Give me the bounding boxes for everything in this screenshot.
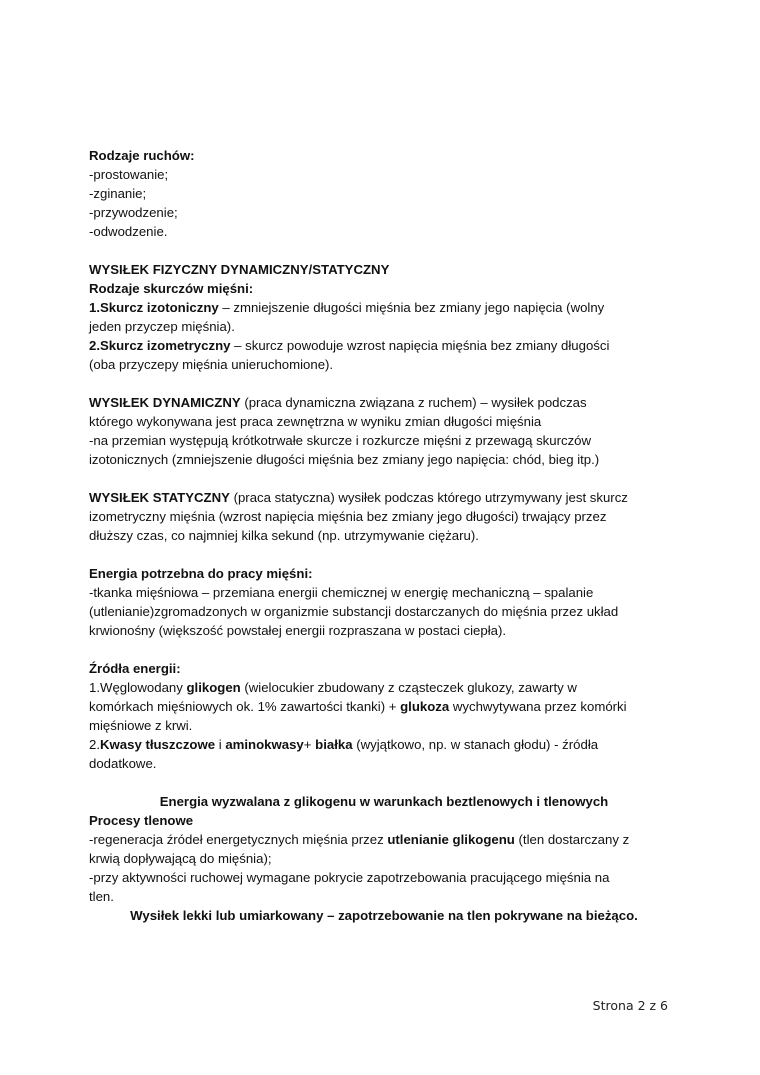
section-title-movements: Rodzaje ruchów: bbox=[89, 148, 195, 163]
subheading-aerobic: Procesy tlenowe bbox=[89, 813, 194, 828]
section-title-energy: Energia potrzebna do pracy mięśni: bbox=[89, 566, 313, 581]
paragraph-aerobic-line: tlen. bbox=[89, 889, 114, 904]
centered-title-glycogen: Energia wyzwalana z glikogenu w warunkach beztlenowych i tlenowych bbox=[159, 794, 609, 809]
section-title-sources: Źródła energii: bbox=[89, 661, 181, 676]
paragraph-aerobic-line: -regeneracja źródeł energetycznych mięśnia przez utlenianie glikogenu (tlen dostarczany z bbox=[89, 832, 630, 847]
paragraph-isotonic: 1.Skurcz izotoniczny – zmniejszenie długości mięśnia bez zmiany jego napięcia (wolny bbox=[89, 300, 605, 315]
document-body bbox=[89, 146, 679, 925]
paragraph-energy-line: (utlenianie)zgromadzonych w organizmie substancji dostarczanych do mięśnia przez układ bbox=[89, 604, 619, 619]
paragraph-aerobic-line: -przy aktywności ruchowej wymagane pokrycie zapotrzebowania pracującego mięśnia na bbox=[89, 870, 610, 885]
list-item: -zginanie; bbox=[89, 186, 147, 201]
paragraph-sources-line: komórkach mięśniowych ok. 1% zawartości tkanki) + glukoza wychwytywana przez komórki bbox=[89, 699, 627, 714]
paragraph-dynamic-line: -na przemian występują krótkotrwałe skurcze i rozkurcze mięśni z przewagą skurczów bbox=[89, 433, 592, 448]
paragraph-dynamic-line: izotonicznych (zmniejszenie długości mięśnia bez zmiany jego napięcia: chód, bieg itp.) bbox=[89, 452, 600, 467]
paragraph-static-line: dłuższy czas, co najmniej kilka sekund (np. utrzymywanie ciężaru). bbox=[89, 528, 479, 543]
list-item: -prostowanie; bbox=[89, 167, 169, 182]
paragraph-static: WYSIŁEK STATYCZNY (praca statyczna) wysiłek podczas którego utrzymywany jest skurcz bbox=[89, 490, 628, 505]
paragraph-sources-line: 2.Kwasy tłuszczowe i aminokwasy+ białka (wyjątkowo, np. w stanach głodu) - źródła bbox=[89, 737, 599, 752]
paragraph-sources-line: mięśniowe z krwi. bbox=[89, 718, 193, 733]
list-item: -przywodzenie; bbox=[89, 205, 178, 220]
paragraph-energy-line: -tkanka mięśniowa – przemiana energii chemicznej w energię mechaniczną – spalanie bbox=[89, 585, 594, 600]
paragraph-sources-line: 1.Węglowodany glikogen (wielocukier zbudowany z cząsteczek glukozy, zawarty w bbox=[89, 680, 577, 695]
paragraph-sources-line: dodatkowe. bbox=[89, 756, 157, 771]
paragraph-isometric-cont: (oba przyczepy mięśnia unieruchomione). bbox=[89, 357, 334, 372]
list-item: -odwodzenie. bbox=[89, 224, 168, 239]
heading-effort-types: WYSIŁEK FIZYCZNY DYNAMICZNY/STATYCZNY bbox=[89, 262, 390, 277]
paragraph-dynamic: WYSIŁEK DYNAMICZNY (praca dynamiczna związana z ruchem) – wysiłek podczas bbox=[89, 395, 587, 410]
paragraph-isometric: 2.Skurcz izometryczny – skurcz powoduje wzrost napięcia mięśnia bez zmiany długości bbox=[89, 338, 610, 353]
paragraph-static-line: izometryczny mięśnia (wzrost napięcia mięśnia bez zmiany jego długości) trwający przez bbox=[89, 509, 607, 524]
paragraph-energy-line: krwionośny (większość powstałej energii rozpraszana w postaci ciepła). bbox=[89, 623, 507, 638]
paragraph-aerobic-line: krwią dopływającą do mięśnia); bbox=[89, 851, 272, 866]
centered-final-statement: Wysiłek lekki lub umiarkowany – zapotrzebowanie na tlen pokrywane na bieżąco. bbox=[130, 908, 638, 923]
paragraph-dynamic-line: którego wykonywana jest praca zewnętrzna w wyniku zmian długości mięśnia bbox=[89, 414, 542, 429]
paragraph-isotonic-cont: jeden przyczep mięśnia). bbox=[89, 319, 235, 334]
page-number: Strona 2 z 6 bbox=[592, 998, 668, 1013]
subheading-contractions: Rodzaje skurczów mięśni: bbox=[89, 281, 254, 296]
